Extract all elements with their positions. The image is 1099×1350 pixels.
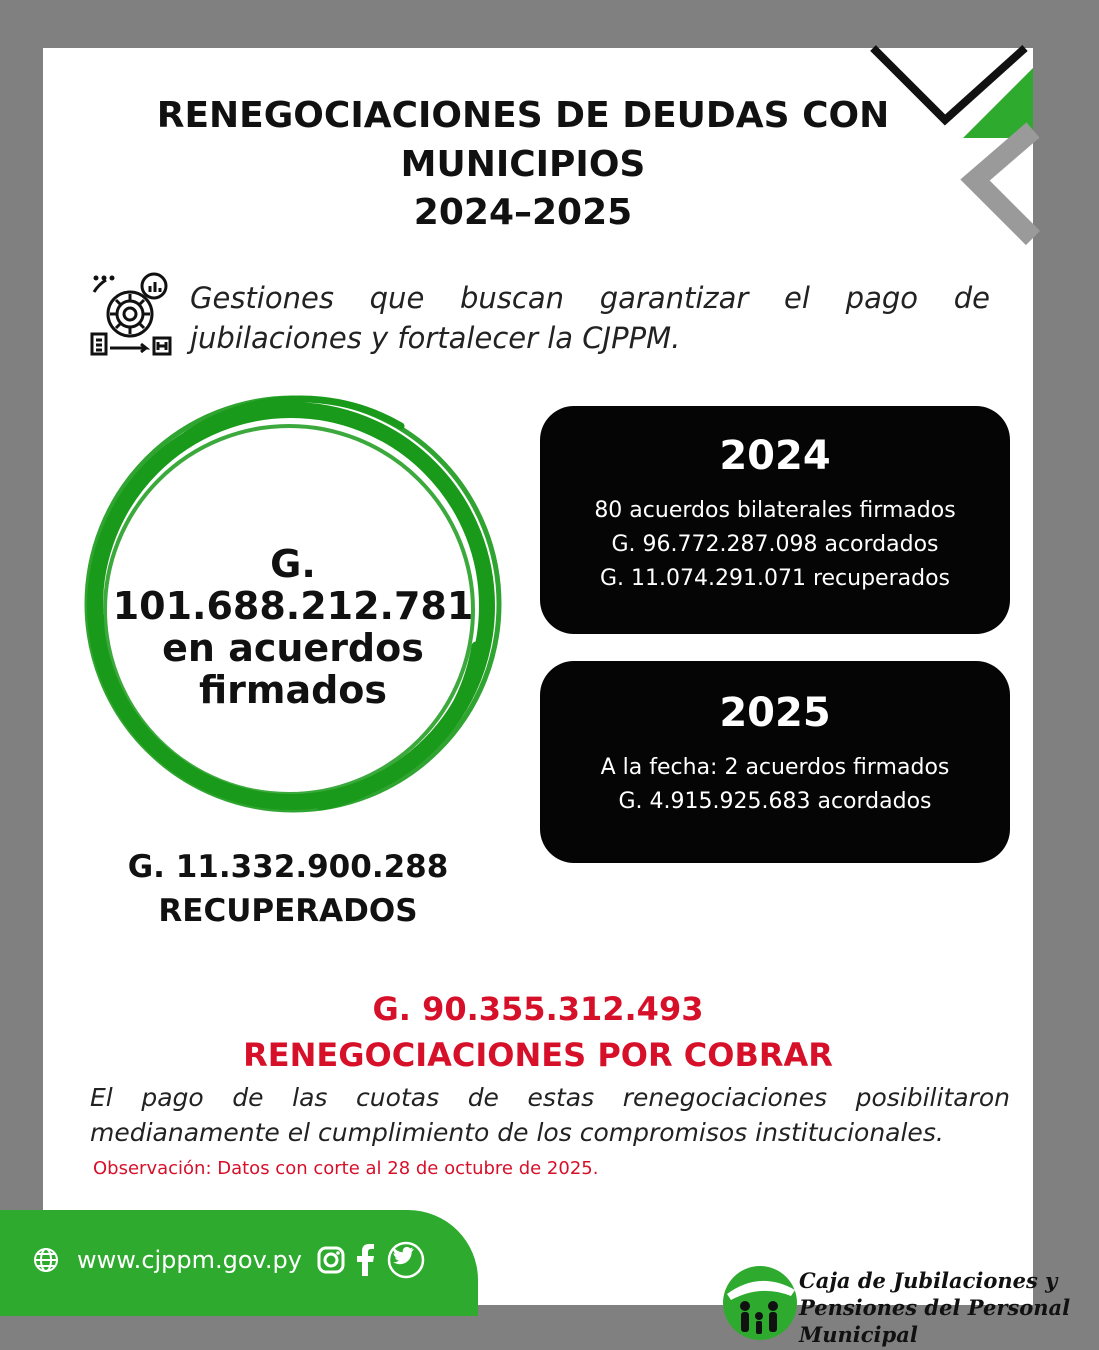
recovered-total <box>103 845 473 933</box>
total-agreements <box>98 543 488 711</box>
card-line: G. 4.915.925.683 acordados <box>618 789 932 814</box>
footer-links <box>33 1240 426 1280</box>
infographic-panel <box>43 48 1071 1347</box>
title-line-1: RENEGOCIACIONES DE DEUDAS CON <box>156 95 890 136</box>
facebook-icon[interactable] <box>352 1243 378 1277</box>
pending-label: RENEGOCIACIONES POR COBRAR <box>243 1036 833 1074</box>
card-line: A la fecha: 2 acuerdos firmados <box>600 755 950 780</box>
card-line: 80 acuerdos bilaterales firmados <box>594 498 956 523</box>
year-card-2025 <box>540 661 1010 863</box>
cjppm-logo <box>721 1264 799 1342</box>
instagram-icon[interactable] <box>316 1245 346 1275</box>
observation-text: Observación: Datos con corte al 28 de octubre de 2025. <box>93 1158 599 1179</box>
page-title <box>103 92 943 238</box>
org-line-1: Caja de Jubilaciones y <box>799 1268 1058 1293</box>
pending-renegotiations <box>143 986 933 1078</box>
intro-text: Gestiones que buscan garantizar el pago de jubilaciones y fortalecer la CJPPM. <box>190 281 990 355</box>
card-line: G. 96.772.287.098 acordados <box>611 532 939 557</box>
total-label-line-2: firmados <box>198 668 388 712</box>
globe-icon <box>33 1247 59 1273</box>
pending-amount: G. 90.355.312.493 <box>372 990 704 1028</box>
card-year: 2024 <box>719 433 831 479</box>
note-text: El pago de las cuotas de estas renegociaciones posibilitaron medianamente el cumplimiento de los compromisos institucionales. <box>90 1083 1010 1147</box>
process-gear-icon <box>88 272 178 362</box>
twitter-icon[interactable] <box>386 1240 426 1280</box>
org-line-3: Municipal <box>799 1322 918 1347</box>
org-line-2: Pensiones del Personal <box>799 1295 1071 1320</box>
title-line-3: 2024–2025 <box>413 192 633 234</box>
card-year: 2025 <box>719 690 831 736</box>
total-amount: G. 101.688.212.781 <box>112 542 474 628</box>
year-card-2024 <box>540 406 1010 634</box>
card-line: G. 11.074.291.071 recuperados <box>599 566 951 591</box>
recovered-amount: G. 11.332.900.288 <box>127 849 449 885</box>
organization-name <box>799 1267 1099 1348</box>
title-line-2: MUNICIPIOS <box>400 143 646 185</box>
website-link[interactable]: www.cjppm.gov.py <box>77 1246 302 1274</box>
recovered-label: RECUPERADOS <box>158 893 418 929</box>
total-label-line-1: en acuerdos <box>162 626 424 670</box>
